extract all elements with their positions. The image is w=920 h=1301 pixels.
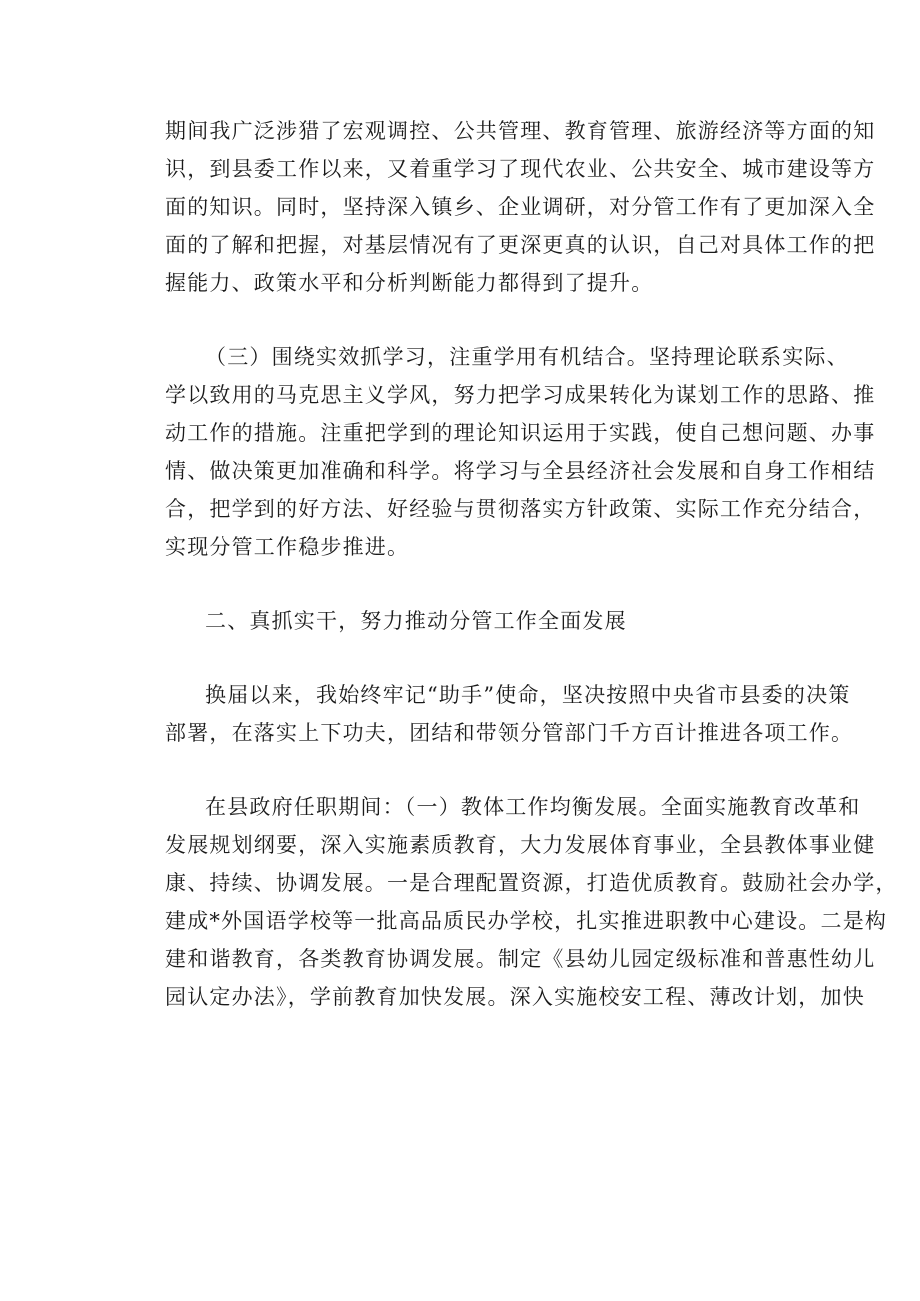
text-line: 在县政府任职期间：（一）教体工作均衡发展。全面实施教育改革和 xyxy=(205,795,861,819)
paragraph-gap xyxy=(165,566,805,602)
text-line: 动工作的措施。注重把学到的理论知识运用于实践，使自己想问题、办事 xyxy=(165,421,876,445)
text-line: 情、做决策更加准确和科学。将学习与全县经济社会发展和自身工作相结 xyxy=(165,459,876,483)
paragraph xyxy=(165,338,876,566)
paragraph xyxy=(165,112,876,302)
paragraph xyxy=(165,788,898,1016)
text-line: 面的知识。同时，坚持深入镇乡、企业调研，对分管工作有了更加深入全 xyxy=(165,195,876,219)
text-line: 发展规划纲要，深入实施素质教育，大力发展体育事业，全县教体事业健 xyxy=(165,833,876,857)
text-line: 建和谐教育，各类教育协调发展。制定《县幼儿园定级标准和普惠性幼儿 xyxy=(165,947,876,971)
document-body xyxy=(165,112,898,1016)
text-line: 换届以来，我始终牢记“助手”使命，坚决按照中央省市县委的决策 xyxy=(205,683,851,707)
text-line: 部署，在落实上下功夫，团结和带领分管部门千方百计推进各项工作。 xyxy=(165,721,854,745)
text-line: 识，到县委工作以来，又着重学习了现代农业、公共安全、城市建设等方 xyxy=(165,157,876,181)
text-line: 康、持续、协调发展。一是合理配置资源，打造优质教育。鼓励社会办学， xyxy=(165,871,898,895)
paragraph xyxy=(165,676,854,752)
text-line: 合，把学到的好方法、好经验与贯彻落实方针政策、实际工作充分结合， xyxy=(165,497,876,521)
paragraph-gap xyxy=(165,640,805,676)
heading-text: 二、真抓实干，努力推动分管工作全面发展 xyxy=(205,609,627,633)
text-line: 期间我广泛涉猎了宏观调控、公共管理、教育管理、旅游经济等方面的知 xyxy=(165,119,876,143)
text-line: （三）围绕实效抓学习，注重学用有机结合。坚持理论联系实际、 xyxy=(205,345,849,369)
paragraph-gap xyxy=(165,752,805,788)
text-line: 园认定办法》，学前教育加快发展。深入实施校安工程、薄改计划，加快 xyxy=(165,985,865,1009)
text-line: 学以致用的马克思主义学风，努力把学习成果转化为谋划工作的思路、推 xyxy=(165,383,876,407)
text-line: 握能力、政策水平和分析判断能力都得到了提升。 xyxy=(165,271,654,295)
text-line: 实现分管工作稳步推进。 xyxy=(165,535,410,559)
section-heading xyxy=(165,602,805,640)
text-line: 面的了解和把握，对基层情况有了更深更真的认识，自己对具体工作的把 xyxy=(165,233,876,257)
text-line: 建成*外国语学校等一批高品质民办学校，扎实推进职教中心建设。二是构 xyxy=(165,909,888,933)
paragraph-gap xyxy=(165,302,805,338)
